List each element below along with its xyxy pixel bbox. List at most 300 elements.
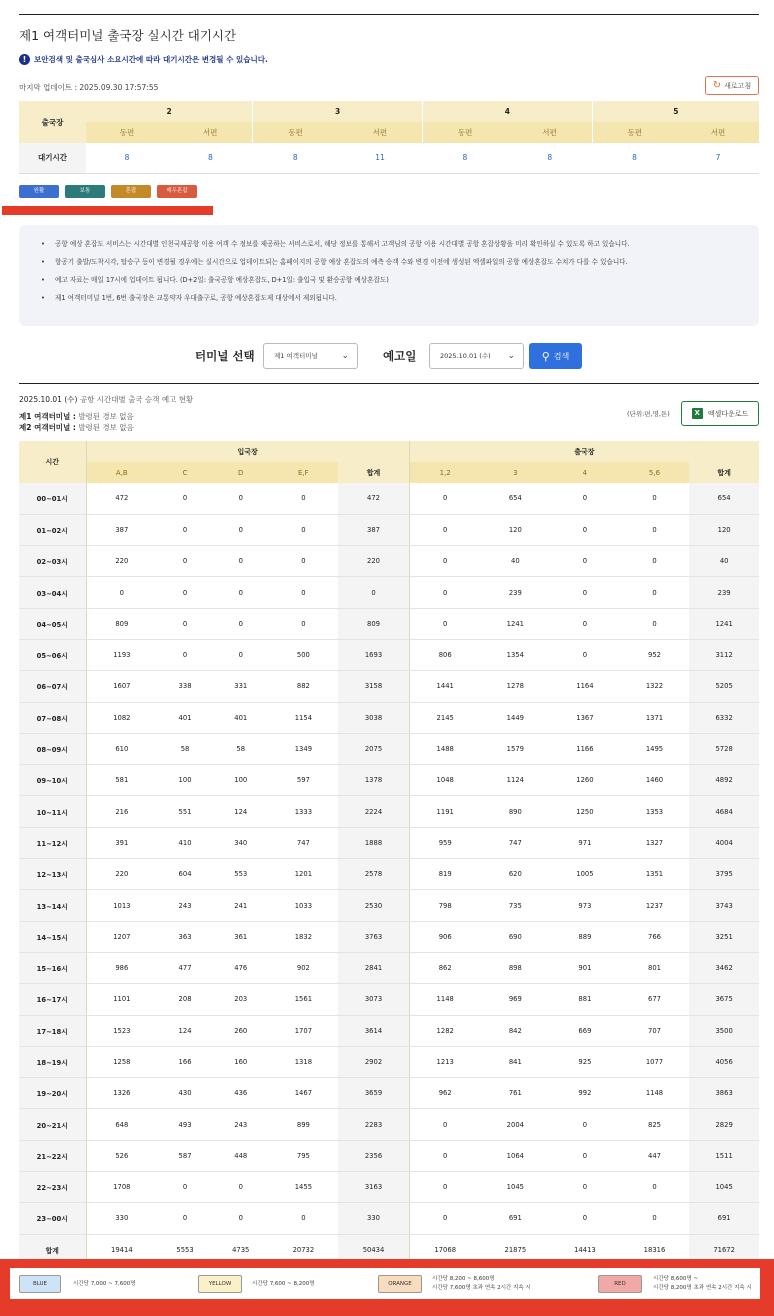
time-cell: 16~17시 <box>19 984 86 1015</box>
count-cell: 809 <box>86 608 157 639</box>
count-cell: 553 <box>213 859 269 890</box>
count-cell: 1378 <box>338 765 409 796</box>
count-cell: 1282 <box>409 1015 480 1046</box>
count-cell: 243 <box>157 890 213 921</box>
count-cell: 902 <box>269 952 339 983</box>
count-cell: 3659 <box>338 1078 409 1109</box>
legend-orange-desc: 시간당 7,600명 초과 연속 2시간 지속 시 <box>432 1285 531 1291</box>
count-cell: 1455 <box>269 1172 339 1203</box>
search-button[interactable] <box>529 343 582 369</box>
table-row <box>19 890 759 921</box>
count-cell: 3073 <box>338 984 409 1015</box>
time-cell: 06~07시 <box>19 671 86 702</box>
time-cell: 03~04시 <box>19 577 86 608</box>
wait-value: 11 <box>338 143 423 173</box>
count-cell: 338 <box>157 671 213 702</box>
count-cell: 3763 <box>338 921 409 952</box>
count-cell: 260 <box>213 1015 269 1046</box>
count-cell: 1258 <box>86 1046 157 1077</box>
count-cell: 1013 <box>86 890 157 921</box>
count-cell: 387 <box>338 514 409 545</box>
count-cell: 2356 <box>338 1140 409 1171</box>
count-cell: 476 <box>213 952 269 983</box>
count-cell: 4004 <box>689 827 759 858</box>
alert-terminal2 <box>19 422 134 433</box>
side-header: 동편 <box>253 122 338 143</box>
count-cell: 472 <box>338 483 409 514</box>
count-cell: 819 <box>409 859 480 890</box>
count-cell: 0 <box>213 483 269 514</box>
departure-col: 합계 <box>689 462 759 483</box>
count-cell: 906 <box>409 921 480 952</box>
time-cell: 04~05시 <box>19 608 86 639</box>
count-cell: 363 <box>157 921 213 952</box>
legend-yellow-desc: 시간당 7,600 ~ 8,200명 <box>252 1281 315 1287</box>
count-cell: 330 <box>338 1203 409 1234</box>
count-cell: 0 <box>550 639 620 670</box>
table-row <box>19 1203 759 1234</box>
refresh-label: 새로고침 <box>724 81 752 90</box>
departure-col: 1,2 <box>409 462 480 483</box>
legend-blue-desc: 시간당 7,000 ~ 7,600명 <box>73 1281 136 1287</box>
info-item: • 공항 예상 혼잡도 서비스는 시간대별 인천국제공항 이용 여객 수 정보를 제공하는 서비스로서, 해당 정보를 통해서 고객님의 공항 이용 시간대별 공항 혼잡상황을 미리 확인하실 수 있도록 하고 있습니다. <box>41 240 739 249</box>
count-cell: 587 <box>157 1140 213 1171</box>
time-cell: 합계 <box>19 1234 86 1265</box>
info-box <box>19 225 759 326</box>
count-cell: 3462 <box>689 952 759 983</box>
count-cell: 1260 <box>550 765 620 796</box>
count-cell: 890 <box>481 796 551 827</box>
count-cell: 430 <box>157 1078 213 1109</box>
count-cell: 1154 <box>269 702 339 733</box>
time-cell: 23~00시 <box>19 1203 86 1234</box>
table-row <box>19 639 759 670</box>
count-cell: 21875 <box>504 1246 527 1255</box>
count-cell: 581 <box>86 765 157 796</box>
table-row <box>19 702 759 733</box>
count-cell: 1511 <box>689 1140 759 1171</box>
count-cell: 3614 <box>338 1015 409 1046</box>
alert-terminal1-label: 제1 여객터미널 : <box>19 412 76 421</box>
table-row <box>19 859 759 890</box>
time-cell: 14~15시 <box>19 921 86 952</box>
count-cell: 1353 <box>620 796 690 827</box>
count-cell: 1207 <box>86 921 157 952</box>
count-cell: 1467 <box>269 1078 339 1109</box>
count-cell: 691 <box>481 1203 551 1234</box>
count-cell: 0 <box>550 1140 620 1171</box>
count-cell: 1166 <box>550 733 620 764</box>
count-cell: 448 <box>213 1140 269 1171</box>
chevron-down-icon: ⌄ <box>341 351 349 361</box>
count-cell: 3163 <box>338 1172 409 1203</box>
count-cell: 841 <box>481 1046 551 1077</box>
count-cell: 0 <box>269 546 339 577</box>
count-cell: 208 <box>157 984 213 1015</box>
table-row <box>19 1109 759 1140</box>
count-cell: 0 <box>409 1172 480 1203</box>
count-cell: 0 <box>409 546 480 577</box>
count-cell: 1326 <box>86 1078 157 1109</box>
side-header: 서편 <box>338 122 423 143</box>
count-cell: 620 <box>481 859 551 890</box>
time-cell: 19~20시 <box>19 1078 86 1109</box>
count-cell: 0 <box>157 608 213 639</box>
table-row <box>19 921 759 952</box>
table-row <box>19 608 759 639</box>
count-cell: 1241 <box>689 608 759 639</box>
count-cell: 1191 <box>409 796 480 827</box>
count-cell: 1213 <box>409 1046 480 1077</box>
count-cell: 806 <box>409 639 480 670</box>
count-cell: 1082 <box>86 702 157 733</box>
info-item: • 항공기 출발/도착시각, 탑승구 등이 변경될 경우에는 실시간으로 업데이트되는 홈페이지의 공항 예상 혼잡도의 예측 승객 수와 변경 이전에 생성된 엑셀파일의 공항 예상혼잡도 수치가 다를 수 있습니다. <box>41 258 739 267</box>
chevron-down-icon: ⌄ <box>507 351 515 361</box>
wait-value: 8 <box>592 143 677 173</box>
count-cell: 1318 <box>269 1046 339 1077</box>
status-very-busy: 매우혼잡 <box>157 185 197 198</box>
count-cell: 0 <box>550 514 620 545</box>
count-cell: 0 <box>157 577 213 608</box>
count-cell: 58 <box>213 733 269 764</box>
time-cell: 15~16시 <box>19 952 86 983</box>
count-cell: 1045 <box>481 1172 551 1203</box>
excel-icon: X <box>692 408 703 419</box>
table-row <box>19 796 759 827</box>
table-row <box>19 1046 759 1077</box>
count-cell: 1101 <box>86 984 157 1015</box>
excel-download-label: 엑셀다운로드 <box>707 409 749 418</box>
count-cell: 0 <box>269 577 339 608</box>
count-cell: 1327 <box>620 827 690 858</box>
status-normal: 보통 <box>65 185 105 198</box>
time-cell: 17~18시 <box>19 1015 86 1046</box>
count-cell: 241 <box>213 890 269 921</box>
date-select-value: 2025.10.01 (수) <box>440 352 491 360</box>
count-cell: 3500 <box>689 1015 759 1046</box>
count-cell: 735 <box>481 890 551 921</box>
time-header: 시간 <box>19 441 86 483</box>
count-cell: 889 <box>550 921 620 952</box>
count-cell: 3038 <box>338 702 409 733</box>
wait-value: 8 <box>168 143 253 173</box>
count-cell: 401 <box>213 702 269 733</box>
legend-orange: ORANGE <box>378 1275 422 1293</box>
count-cell: 447 <box>620 1140 690 1171</box>
count-cell: 1460 <box>620 765 690 796</box>
wait-value: 8 <box>86 143 168 173</box>
count-cell: 992 <box>550 1078 620 1109</box>
table-row <box>19 1140 759 1171</box>
count-cell: 0 <box>213 577 269 608</box>
time-cell: 11~12시 <box>19 827 86 858</box>
count-cell: 0 <box>213 1203 269 1234</box>
count-cell: 3863 <box>689 1078 759 1109</box>
unit-label: (단위:편,명,톤) <box>627 410 670 418</box>
count-cell: 19414 <box>86 1234 157 1265</box>
count-cell: 3112 <box>689 639 759 670</box>
count-cell: 1278 <box>481 671 551 702</box>
count-cell: 1354 <box>481 639 551 670</box>
count-cell: 690 <box>481 921 551 952</box>
count-cell: 707 <box>620 1015 690 1046</box>
count-cell: 1045 <box>689 1172 759 1203</box>
count-cell: 4056 <box>689 1046 759 1077</box>
count-cell: 3795 <box>689 859 759 890</box>
count-cell: 124 <box>213 796 269 827</box>
forecast-table <box>19 441 759 1265</box>
alert-terminal1-value: 발령된 경보 없음 <box>78 412 134 421</box>
legend-red-desc: 시간당 8,200명 초과 연속 2시간 지속 시 <box>653 1285 752 1291</box>
count-cell: 401 <box>157 702 213 733</box>
arrival-col: C <box>157 462 213 483</box>
count-cell: 959 <box>409 827 480 858</box>
count-cell: 1148 <box>409 984 480 1015</box>
gate-header: 4 <box>422 101 592 122</box>
count-cell: 971 <box>550 827 620 858</box>
count-cell: 0 <box>213 639 269 670</box>
count-cell: 3158 <box>338 671 409 702</box>
count-cell: 0 <box>269 514 339 545</box>
status-legend <box>19 185 197 198</box>
count-cell: 0 <box>620 1203 690 1234</box>
table-row <box>19 952 759 983</box>
wait-row-header: 출국장 <box>19 101 86 143</box>
count-cell: 340 <box>213 827 269 858</box>
count-cell: 0 <box>409 608 480 639</box>
count-cell: 597 <box>269 765 339 796</box>
count-cell: 0 <box>550 577 620 608</box>
table-row <box>19 671 759 702</box>
count-cell: 5205 <box>689 671 759 702</box>
time-cell: 00~01시 <box>19 483 86 514</box>
count-cell: 0 <box>550 483 620 514</box>
alert-terminal2-label: 제2 여객터미널 : <box>19 423 76 432</box>
count-cell: 1708 <box>86 1172 157 1203</box>
count-cell: 610 <box>86 733 157 764</box>
count-cell: 220 <box>338 546 409 577</box>
date-select[interactable] <box>429 343 524 369</box>
count-cell: 1832 <box>269 921 339 952</box>
count-cell: 952 <box>620 639 690 670</box>
refresh-button[interactable] <box>705 76 759 95</box>
count-cell: 0 <box>409 1140 480 1171</box>
count-cell: 0 <box>269 1203 339 1234</box>
wait-value: 8 <box>253 143 338 173</box>
search-button-label: 검색 <box>553 351 570 361</box>
gate-header: 5 <box>592 101 759 122</box>
count-cell: 0 <box>86 577 157 608</box>
wait-value: 8 <box>507 143 592 173</box>
count-cell: 0 <box>620 546 690 577</box>
notice <box>19 54 268 65</box>
count-cell: 0 <box>157 546 213 577</box>
time-cell: 21~22시 <box>19 1140 86 1171</box>
count-cell: 3251 <box>689 921 759 952</box>
count-cell: 1333 <box>269 796 339 827</box>
table-row <box>19 1078 759 1109</box>
count-cell: 243 <box>213 1109 269 1140</box>
info-icon: ! <box>19 54 30 65</box>
arrival-col: E,F <box>269 462 339 483</box>
count-cell: 654 <box>689 483 759 514</box>
wait-time-table <box>19 101 759 174</box>
count-cell: 1888 <box>338 827 409 858</box>
count-cell: 1201 <box>269 859 339 890</box>
legend-red: RED <box>598 1275 642 1293</box>
page-title: 제1 여객터미널 출국장 실시간 대기시간 <box>19 28 237 43</box>
excel-download-button[interactable] <box>681 401 759 426</box>
count-cell: 551 <box>157 796 213 827</box>
departure-col: 3 <box>481 462 551 483</box>
count-cell: 0 <box>620 577 690 608</box>
count-cell: 391 <box>86 827 157 858</box>
count-cell: 0 <box>550 1109 620 1140</box>
arrival-col: 합계 <box>338 462 409 483</box>
count-cell: 1607 <box>86 671 157 702</box>
count-cell: 0 <box>620 514 690 545</box>
count-cell: 100 <box>213 765 269 796</box>
count-cell: 986 <box>86 952 157 983</box>
count-cell: 677 <box>620 984 690 1015</box>
count-cell: 2224 <box>338 796 409 827</box>
info-item: • 제1 여객터미널 1번, 6번 출국장은 교통약자 우대출구로, 공항 예상혼잡도제 대상에서 제외됩니다. <box>41 294 739 303</box>
count-cell: 1707 <box>269 1015 339 1046</box>
legend-blue: BLUE <box>19 1275 61 1293</box>
count-cell: 1367 <box>550 702 620 733</box>
refresh-icon: ↻ <box>712 79 722 91</box>
time-cell: 05~06시 <box>19 639 86 670</box>
count-cell: 1693 <box>338 639 409 670</box>
count-cell: 1322 <box>620 671 690 702</box>
departure-col: 4 <box>550 462 620 483</box>
count-cell: 331 <box>213 671 269 702</box>
count-cell: 1048 <box>409 765 480 796</box>
count-cell: 654 <box>481 483 551 514</box>
count-cell: 2841 <box>338 952 409 983</box>
count-cell: 2578 <box>338 859 409 890</box>
count-cell: 901 <box>550 952 620 983</box>
arrival-col: A,B <box>86 462 157 483</box>
count-cell: 648 <box>86 1109 157 1140</box>
count-cell: 1495 <box>620 733 690 764</box>
count-cell: 0 <box>269 608 339 639</box>
table-row <box>19 483 759 514</box>
count-cell: 969 <box>481 984 551 1015</box>
count-cell: 0 <box>620 1172 690 1203</box>
side-header: 서편 <box>168 122 253 143</box>
count-cell: 6332 <box>689 702 759 733</box>
forecast-date-value: 2025.10.01 (수) <box>19 395 78 404</box>
count-cell: 220 <box>86 546 157 577</box>
side-header: 서편 <box>507 122 592 143</box>
count-cell: 925 <box>550 1046 620 1077</box>
count-cell: 795 <box>269 1140 339 1171</box>
count-cell: 1193 <box>86 639 157 670</box>
count-cell: 18316 <box>643 1246 666 1255</box>
forecast-date-desc: 공항 시간대별 출국 승객 예고 현황 <box>79 395 194 404</box>
count-cell: 691 <box>689 1203 759 1234</box>
count-cell: 1064 <box>481 1140 551 1171</box>
count-cell: 100 <box>157 765 213 796</box>
time-cell: 18~19시 <box>19 1046 86 1077</box>
count-cell: 330 <box>86 1203 157 1234</box>
table-row <box>19 577 759 608</box>
side-header: 동편 <box>86 122 168 143</box>
highlight-bar <box>2 206 213 215</box>
terminal-label: 터미널 선택 <box>195 349 255 363</box>
count-cell: 17068 <box>409 1234 480 1265</box>
side-header: 서편 <box>677 122 759 143</box>
count-cell: 962 <box>409 1078 480 1109</box>
count-cell: 766 <box>620 921 690 952</box>
legend-orange-desc: 시간당 8,200 ~ 8,600명 <box>432 1276 495 1282</box>
count-cell: 1523 <box>86 1015 157 1046</box>
count-cell: 0 <box>409 577 480 608</box>
gate-header: 3 <box>253 101 423 122</box>
count-cell: 0 <box>213 608 269 639</box>
count-cell: 0 <box>620 483 690 514</box>
section-divider <box>19 383 759 384</box>
gate-header: 2 <box>86 101 253 122</box>
count-cell: 436 <box>213 1078 269 1109</box>
status-busy: 혼잡 <box>111 185 151 198</box>
wait-value: 7 <box>677 143 759 173</box>
wait-value: 8 <box>422 143 507 173</box>
terminal-select-value: 제1 여객터미널 <box>274 352 318 360</box>
count-cell: 0 <box>157 1203 213 1234</box>
count-cell: 0 <box>550 608 620 639</box>
count-cell: 40 <box>481 546 551 577</box>
count-cell: 1579 <box>481 733 551 764</box>
legend-red-desc: 시간당 8,600명 ~ <box>653 1276 699 1282</box>
count-cell: 747 <box>269 827 339 858</box>
info-item: • 예고 자료는 매일 17시에 업데이트 됩니다. (D+2일: 출국공항 예상혼잡도, D+1일: 출입국 및 환승공항 예상혼잡도) <box>41 276 739 285</box>
forecast-body <box>19 483 759 1265</box>
time-cell: 13~14시 <box>19 890 86 921</box>
count-cell: 973 <box>550 890 620 921</box>
count-cell: 124 <box>157 1015 213 1046</box>
crowd-legend <box>10 1268 760 1299</box>
terminal-select[interactable] <box>263 343 358 369</box>
table-row <box>19 827 759 858</box>
count-cell: 0 <box>157 1172 213 1203</box>
count-cell: 2145 <box>409 702 480 733</box>
count-cell: 604 <box>157 859 213 890</box>
count-cell: 239 <box>689 577 759 608</box>
count-cell: 1349 <box>269 733 339 764</box>
arrival-col: D <box>213 462 269 483</box>
count-cell: 798 <box>409 890 480 921</box>
time-cell: 08~09시 <box>19 733 86 764</box>
count-cell: 0 <box>269 483 339 514</box>
count-cell: 1148 <box>620 1078 690 1109</box>
table-row <box>19 733 759 764</box>
count-cell: 472 <box>86 483 157 514</box>
count-cell: 2075 <box>338 733 409 764</box>
count-cell: 669 <box>550 1015 620 1046</box>
count-cell: 801 <box>620 952 690 983</box>
count-cell: 239 <box>481 577 551 608</box>
count-cell: 0 <box>409 1203 480 1234</box>
legend-yellow: YELLOW <box>198 1275 242 1293</box>
count-cell: 899 <box>269 1109 339 1140</box>
count-cell: 20732 <box>292 1246 315 1255</box>
count-cell: 2004 <box>481 1109 551 1140</box>
count-cell: 58 <box>157 733 213 764</box>
status-smooth: 원활 <box>19 185 59 198</box>
count-cell: 120 <box>689 514 759 545</box>
